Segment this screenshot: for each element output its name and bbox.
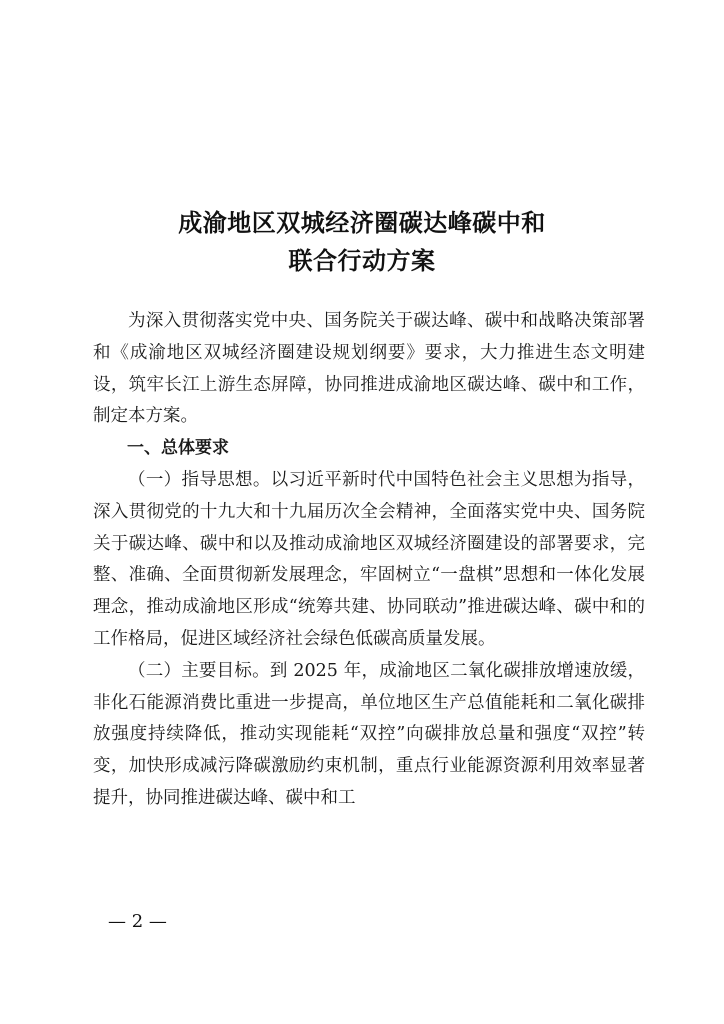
document-title-line2: 联合行动方案 xyxy=(288,246,436,275)
intro-paragraph: 为深入贯彻落实党中央、国务院关于碳达峰、碳中和战略决策部署和《成渝地区双城经济圈建设规划纲要》要求，大力推进生态文明建设，筑牢长江上游生态屏障，协同推进成渝地区碳达峰、碳中和工作，制定本方案。 xyxy=(93,311,645,427)
subsection-guiding-ideology-lead: （一）指导思想。 xyxy=(128,469,271,490)
document-body xyxy=(93,306,645,815)
page-number: — 2 — xyxy=(108,911,167,932)
document-title-line1: 成渝地区双城经济圈碳达峰碳中和 xyxy=(178,208,546,237)
subsection-main-goals xyxy=(93,656,645,815)
section-heading-general-requirements: 一、总体要求 xyxy=(127,438,229,459)
subsection-guiding-ideology xyxy=(93,465,645,656)
subsection-guiding-ideology-text: 以习近平新时代中国特色社会主义思想为指导，深入贯彻党的十九大和十九届历次全会精神，全面落实党中央、国务院关于碳达峰、碳中和以及推动成渝地区双城经济圈建设的部署要求，完整、准确、全面贯彻新发展理念，牢固树立“一盘棋”思想和一体化发展理念，推动成渝地区形成“统筹共建、协同联动”推进碳达峰、碳中和的工作格局，促进区域经济社会绿色低碳高质量发展。 xyxy=(93,469,646,649)
subsection-main-goals-text: 到 2025 年，成渝地区二氧化碳排放增速放缓，非化石能源消费比重进一步提高，单位地区生产总值能耗和二氧化碳排放强度持续降低，推动实现能耗“双控”向碳排放总量和强度“双控”转变，加快形成减污降碳激励约束机制，重点行业能源资源利用效率显著提升，协同推进碳达峰、碳中和工 xyxy=(93,660,645,808)
subsection-main-goals-lead: （二）主要目标。 xyxy=(128,660,270,681)
